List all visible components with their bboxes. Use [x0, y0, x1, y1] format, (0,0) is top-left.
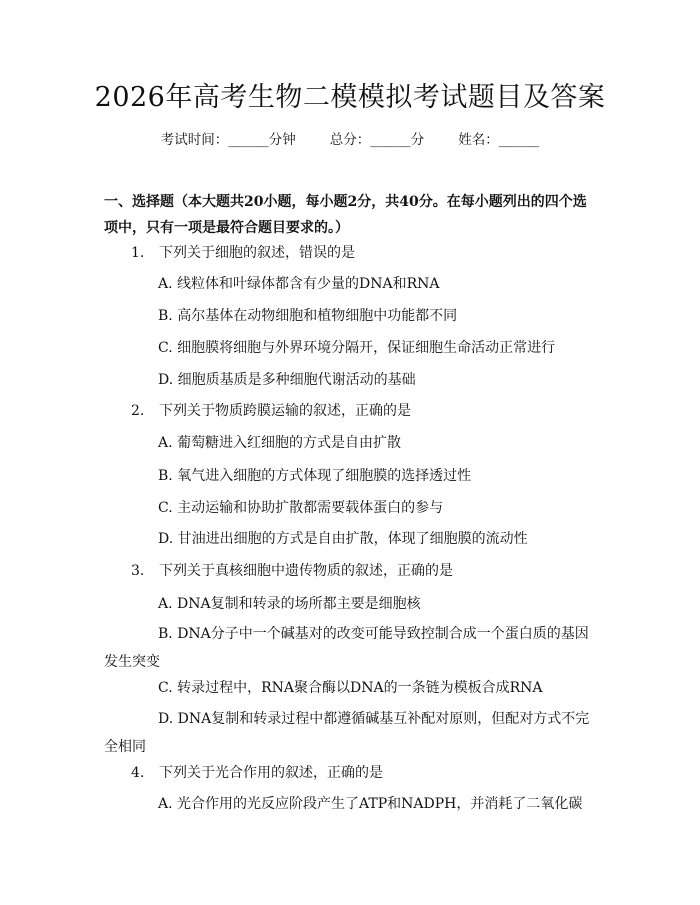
question-stem	[131, 243, 355, 263]
option-item: A. 光合作用的光反应阶段产生了ATP和NADPH，并消耗了二氧化碳	[158, 796, 583, 812]
option-item: C. 细胞膜将细胞与外界环境分隔开，保证细胞生命活动正常进行	[158, 340, 556, 356]
question-number: 3.	[131, 563, 145, 579]
exam-time: 考试时间：______分钟	[160, 132, 296, 148]
section-heading: 一、选择题（本大题共20小题，每小题2分，共40分。在每小题列出的四个选项中，只有一项是最符合题目要求的。）	[104, 194, 587, 236]
option-item: A. 线粒体和叶绿体都含有少量的DNA和RNA	[158, 276, 440, 292]
option-item: B. DNA分子中一个碱基对的改变可能导致控制合成一个蛋白质的基因发生突变	[104, 626, 589, 670]
student-name: 姓名：______	[458, 132, 540, 148]
question-text: 下列关于真核细胞中遗传物质的叙述，正确的是	[159, 563, 453, 579]
option-item: C. 转录过程中，RNA聚合酶以DNA的一条链为模板合成RNA	[158, 680, 543, 696]
question-stem	[131, 401, 411, 421]
question-number: 2.	[131, 403, 145, 419]
question-stem	[131, 561, 453, 581]
total-score: 总分：______分	[329, 132, 425, 148]
question-text: 下列关于细胞的叙述，错误的是	[159, 245, 355, 261]
option-item: D. 甘油进出细胞的方式是自由扩散，体现了细胞膜的流动性	[158, 531, 528, 547]
option-item: B. 高尔基体在动物细胞和植物细胞中功能都不同	[158, 308, 458, 324]
option-item: A. DNA复制和转录的场所都主要是细胞核	[158, 596, 421, 612]
page-title: 2026年高考生物二模模拟考试题目及答案	[94, 82, 606, 113]
question-stem	[131, 763, 383, 783]
option-item: A. 葡萄糖进入红细胞的方式是自由扩散	[158, 435, 402, 451]
question-number: 1.	[131, 245, 145, 261]
option-item: D. DNA复制和转录过程中都遵循碱基互补配对原则，但配对方式不完全相同	[104, 711, 590, 755]
question-number: 4.	[131, 765, 145, 781]
question-text: 下列关于物质跨膜运输的叙述，正确的是	[159, 403, 411, 419]
exam-info	[0, 130, 700, 150]
option-item: B. 氧气进入细胞的方式体现了细胞膜的选择透过性	[158, 468, 472, 484]
option-item: D. 细胞质基质是多种细胞代谢活动的基础	[158, 372, 416, 388]
question-text: 下列关于光合作用的叙述，正确的是	[159, 765, 383, 781]
option-item: C. 主动运输和协助扩散都需要载体蛋白的参与	[158, 500, 444, 516]
